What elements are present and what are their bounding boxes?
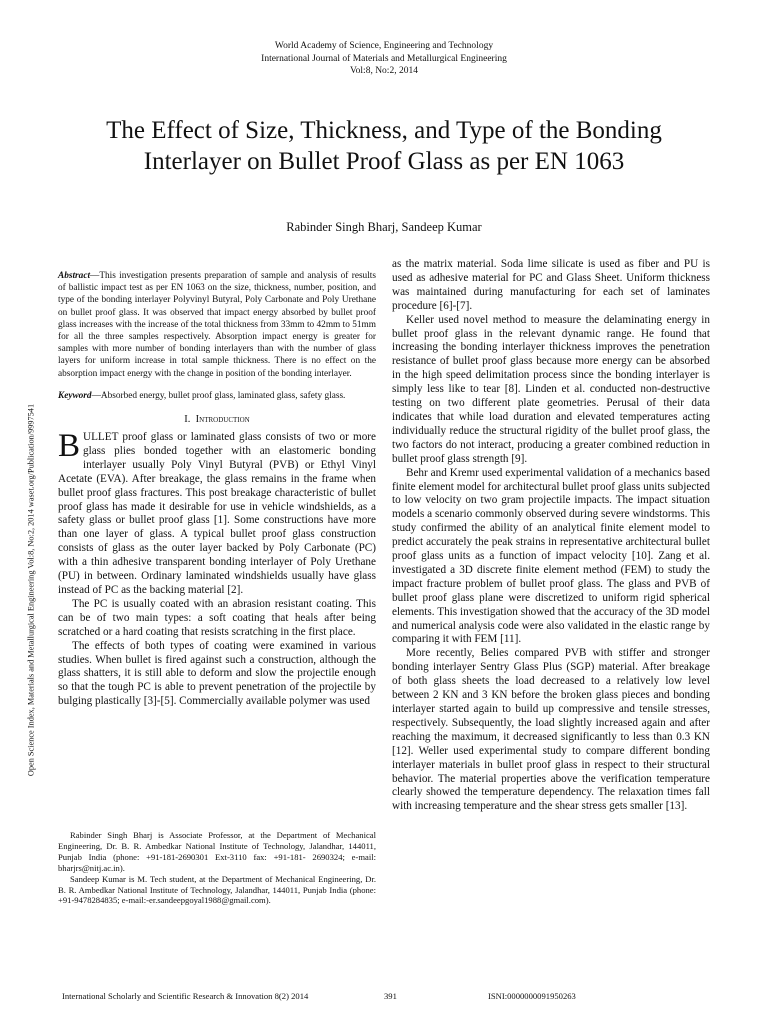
paper-title: The Effect of Size, Thickness, and Type of the Bonding Interlayer on Bullet Proof Glass as per EN 1063	[106, 117, 662, 175]
right-paragraph-4: More recently, Belies compared PVB with stiffer and stronger bonding interlayer Sentry Glass Plus (SGP) material. After breakage of both glass sheets the load decreased to a relatively low level between 2 KN and 3 KN before the broken glass pieces and bonding interlayer started again to build up compressive and tensile stresses, respectively. Subsequently, the load slightly increased again and after reaching the maximum, it decreased significantly to less than 0.3 KN [12]. Weller used experimental study to compare different bonding interlayer materials in bullet proof glass in respect to their structural behavior. The material properties above the verification temperature clearly showed the temperature dependency. The relaxation times fall with increasing temperature and the shear stress gets smaller [13].	[392, 647, 710, 813]
section-number: I.	[184, 414, 191, 426]
side-citation-text: Open Science Index, Materials and Metallurgical Engineering Vol:8, No:2, 2014 waset.org/Publication/9997541	[26, 403, 36, 777]
journal-volume: Vol:8, No:2, 2014	[350, 66, 418, 76]
footer-isni: ISNI:0000000091950263	[488, 991, 576, 1001]
left-column	[58, 270, 376, 709]
intro-paragraph-2: The PC is usually coated with an abrasion resistant coating. This can be of two main types: a soft coating that heals after being scratched or a hard coating that resists scratching in the first place.	[58, 597, 376, 638]
drop-cap: B	[58, 428, 81, 465]
footnote-author-1: Rabinder Singh Bharj is Associate Professor, at the Department of Mechanical Engineering, Dr. B. R. Ambedkar National Institute of Technology, Jalandhar, 144011, Punjab India (phone: +91-181-2690301 Ext-3110 fax: +91-181- 2690324; e-mail: bharjrs@nitj.ac.in).	[58, 830, 376, 873]
right-paragraph-1: as the matrix material. Soda lime silicate is used as fiber and PU is used as adhesive material for PC and Glass Sheet. Uniform thickness was maintained during manufacturing for each set of laminates procedure [6]-[7].	[392, 258, 710, 312]
abstract-label: Abstract	[58, 271, 91, 281]
intro-paragraph-1	[58, 428, 376, 598]
right-paragraph-3: Behr and Kremr used experimental validation of a mechanics based finite element model for architectural bullet proof glass units subjected to low velocity on two gram projectile impacts. The impact situation models a scenario commonly observed during severe windstorms. This study confirmed the ability of an analytical finite element model to predict accurately the peak strains in representative architectural bullet proof glass units as a function of impact velocity [10]. Zang et al. investigated a 3D discrete finite element method (FEM) to study the impact fracture problem of bullet proof glass. The glass and PVB of bullet proof glass plane were discretized to uniform rigid spherical elements. This investigation showed that the accuracy of the 3D model and numerical analysis code were also validated in the elastic range by comparing it with FEM [11].	[392, 466, 710, 646]
section-heading	[58, 414, 376, 425]
journal-name: International Journal of Materials and Metallurgical Engineering	[261, 53, 507, 64]
section-title: Introduction	[195, 414, 250, 426]
journal-header	[0, 40, 768, 78]
page-number: 391	[384, 991, 397, 1001]
keywords-label: Keyword	[58, 390, 92, 401]
right-column	[392, 258, 710, 814]
intro-paragraph-1-text: ULLET proof glass or laminated glass consists of two or more glass plies bonded together with an elastomeric bonding interlayer usually Poly Vinyl Butyral (PVB) or Ethyl Vinyl Acetate (EVA). After breakage, the glass remains in the frame when bullet proof glass fractures. This post breakage characteristic of bullet proof glass has made it desirable for use in vehicle windshields, as a safety glass or bullet proof glass [1]. Some constructions have more than one layer of glass. A typical bullet proof glass construction consists of glass as the outer layer backed by Poly Carbonate (PC) with a thin adhesive transparent bonding interlayer of Poly Urethane (PU) in between. Ordinary laminated windshields usually have glass instead of PC as the backing material [2].	[58, 431, 376, 596]
intro-paragraph-3: The effects of both types of coating were examined in various studies. When bullet is fired against such a construction, although the glass shatters, it is still able to deform and slow the projectile enough so that the tough PC is able to prevent penetration of the projectile by bulging plastically [3]-[5]. Commercially available polymer was used	[58, 639, 376, 708]
abstract-text: —This investigation presents preparation of sample and analysis of results of ballistic impact test as per EN 1063 on the size, thickness, number, position, and type of the bonding interlayer Polyvinyl Butyral, Poly Carbonate and Poly Urethane on bullet proof glass. It was observed that impact energy absorbed by bullet proof glass increases with the increase of the total thickness from 33mm to 42mm to 51mm for all the three samples respectively. Absorption impact energy is greater for samples with more number of bonding interlayers than with the number of glass layers for uniform increase in total sample thickness. There is no effect on the absorption impact energy with the change in position of the bonding interlayer.	[58, 271, 376, 379]
right-paragraph-2: Keller used novel method to measure the delaminating energy in bullet proof glass in the relevant dynamic range. He found that increasing the bonding interlayer thickness improves the penetration resistance of bullet proof glass because more energy can be absorbed in the high speed delimitation process since the bonding interlayer is simply less like to tear [8]. Linden et al. conducted non-destructive testing on two different plate geometries. Perusal of their data indicates that while load duration and elevated temperatures acting individually reduce the structural rigidity of the bullet proof glass, the two factors do not interact, producing a greater combined reduction in bullet proof glass strength [9].	[392, 313, 710, 465]
footnote-author-2: Sandeep Kumar is M. Tech student, at the Department of Mechanical Engineering, Dr. B. R. Ambedkar National Institute of Technology, Jalandhar, 144011, Punjab India (phone: +91-9478284835; e-mail:-er.sandeepgoyal1988@gmail.com).	[58, 873, 376, 906]
paper-authors: Rabinder Singh Bharj, Sandeep Kumar	[286, 220, 482, 234]
abstract	[58, 270, 376, 380]
author-footnotes	[58, 830, 376, 906]
journal-publisher: World Academy of Science, Engineering and Technology	[274, 41, 494, 51]
footer-journal: International Scholarly and Scientific Research & Innovation 8(2) 2014	[62, 991, 309, 1001]
keywords	[58, 390, 376, 402]
side-citation	[23, 340, 39, 840]
keywords-text: —Absorbed energy, bullet proof glass, laminated glass, safety glass.	[91, 390, 346, 401]
